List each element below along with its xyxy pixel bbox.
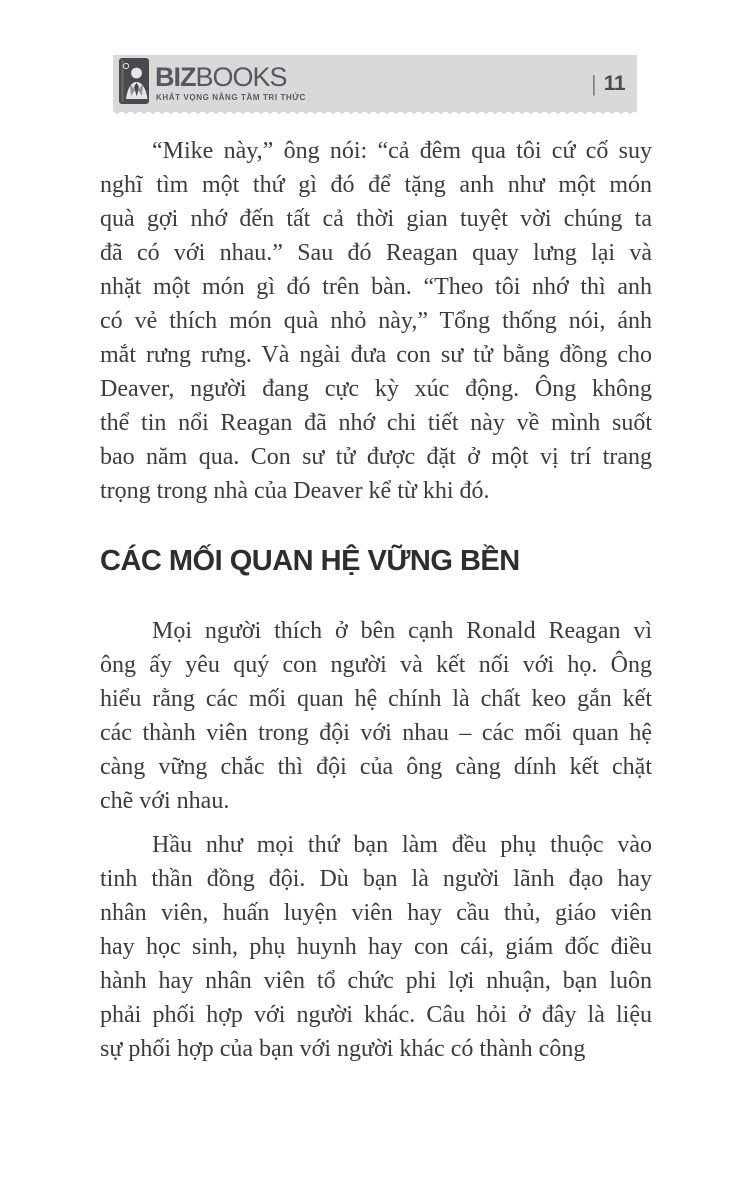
text-line: hành hay nhân viên tổ chức phi lợi nhuận, bạn luôn (100, 968, 652, 994)
text-line: sự phối hợp của bạn với người khác có thành công (100, 1036, 586, 1062)
text-line: Hầu như mọi thứ bạn làm đều phụ thuộc vào (152, 832, 652, 858)
text-line: các thành viên trong đội với nhau – các mối quan hệ (100, 720, 652, 746)
brand-books: BOOKS (195, 62, 287, 92)
paragraph-2 (100, 614, 652, 818)
text-line: có vẻ thích món quà nhỏ này,” Tổng thống nói, ánh (100, 308, 652, 334)
paragraph-1 (100, 134, 652, 508)
text-line: quà gợi nhớ đến tất cả thời gian tuyệt vời chúng ta (100, 206, 652, 232)
page-number-separator: | (591, 70, 596, 96)
text-line: “Mike này,” ông nói: “cả đêm qua tôi cứ cố suy (152, 138, 652, 164)
text-line: bao năm qua. Con sư tử được đặt ở một vị trí trang (100, 444, 652, 470)
text-line: Mọi người thích ở bên cạnh Ronald Reagan vì (152, 618, 652, 644)
section-heading: CÁC MỐI QUAN HỆ VỮNG BỀN (100, 545, 520, 577)
text-line: tinh thần đồng đội. Dù bạn là người lãnh đạo hay (100, 866, 652, 892)
brand-tagline: KHÁT VỌNG NÂNG TẦM TRI THỨC (156, 93, 306, 102)
text-line: phải phối hợp với người khác. Câu hỏi ở đây là liệu (100, 1002, 652, 1028)
text-line: nghĩ tìm một thứ gì đó để tặng anh như một món (100, 172, 652, 198)
text-line: chẽ với nhau. (100, 788, 230, 814)
bizbooks-logo-icon (119, 58, 149, 104)
text-line: Deaver, người đang cực kỳ xúc động. Ông không (100, 376, 652, 402)
page-number: 11 (603, 71, 625, 95)
text-line: trọng trong nhà của Deaver kể từ khi đó. (100, 478, 490, 504)
text-line: thể tin nổi Reagan đã nhớ chi tiết này về mình suốt (100, 410, 652, 436)
paragraph-3 (100, 828, 652, 1066)
text-line: càng vững chắc thì đội của ông càng dính kết chặt (100, 754, 652, 780)
body-text-column (100, 134, 652, 1076)
text-line: mắt rưng rưng. Và ngài đưa con sư tử bằng đồng cho (100, 342, 652, 368)
text-line: ông ấy yêu quý con người và kết nối với họ. Ông (100, 652, 652, 678)
text-line: nhặt một món gì đó trên bàn. “Theo tôi nhớ thì anh (100, 274, 652, 300)
text-line: nhân viên, huấn luyện viên hay cầu thủ, giáo viên (100, 900, 652, 926)
text-line: đã có với nhau.” Sau đó Reagan quay lưng lại và (100, 240, 652, 266)
brand-wordmark (155, 64, 287, 91)
text-line: hay học sinh, phụ huynh hay con cái, giám đốc điều (100, 934, 652, 960)
page-number-group (591, 55, 625, 112)
brand-biz: BIZ (155, 62, 196, 92)
publisher-header-bar (113, 55, 637, 112)
text-line: hiểu rằng các mối quan hệ chính là chất keo gắn kết (100, 686, 652, 712)
